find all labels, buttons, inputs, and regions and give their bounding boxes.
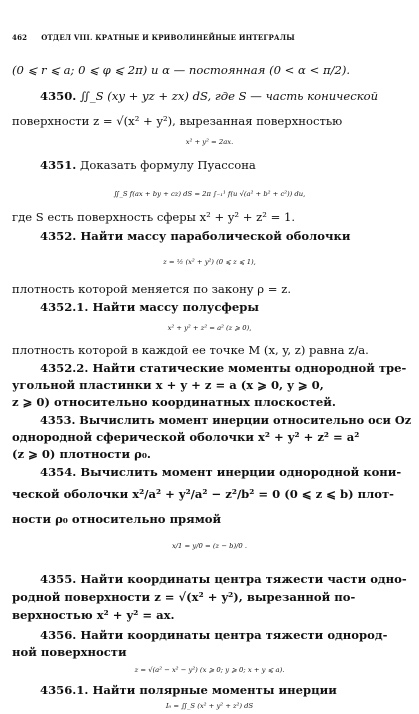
text-line: однородной сферической оболочки x² + y² + z² = a² bbox=[12, 430, 360, 444]
problem-text: Найти массу параболической оболочки bbox=[76, 229, 351, 243]
problem-4356-1 bbox=[0, 682, 337, 698]
problem-4355 bbox=[0, 571, 407, 587]
problem-number: 4354. bbox=[40, 465, 77, 479]
text-line: верхностью x² + y² = ax. bbox=[12, 608, 175, 622]
problem-text: Найти координаты центра тяжести части одно- bbox=[76, 572, 407, 586]
text-line: родной поверхности z = √(x² + y²), вырезанной по- bbox=[12, 590, 356, 604]
formula: x/1 = y/0 = (z − b)/0 . bbox=[171, 542, 248, 550]
running-title: ОТДЕЛ VIII. КРАТНЫЕ И КРИВОЛИНЕЙНЫЕ ИНТЕГРАЛЫ bbox=[41, 33, 295, 42]
formula: z = ½ (x² + y²) (0 ⩽ z ⩽ 1), bbox=[163, 258, 256, 266]
formula: I₀ = ∬_S (x² + y² + z²) dS bbox=[165, 702, 254, 710]
problem-text: Вычислить момент инерции относительно оси Oz bbox=[75, 413, 412, 427]
problem-text: Найти массу полусферы bbox=[88, 300, 259, 314]
problem-text: Найти статические моменты однородной тре- bbox=[88, 361, 407, 375]
problem-text: Найти координаты центра тяжести однород- bbox=[76, 628, 388, 642]
problem-text: Доказать формулу Пуассона bbox=[76, 158, 256, 172]
text-line: (z ⩾ 0) плотности ρ₀. bbox=[12, 447, 151, 461]
problem-number: 4356. bbox=[40, 628, 77, 642]
problem-number: 4355. bbox=[40, 572, 77, 586]
text-line: угольной пластинки x + y + z = a (x ⩾ 0, y ⩾ 0, bbox=[12, 378, 324, 392]
page-number: 462 bbox=[12, 33, 28, 42]
problem-text: Вычислить момент инерции однородной кони- bbox=[76, 465, 402, 479]
problem-text: Найти полярные моменты инерции bbox=[88, 683, 337, 697]
text-line: ности ρ₀ относительно прямой bbox=[12, 512, 222, 526]
problem-text: ∬_S (xy + yz + zx) dS, где S — часть конической bbox=[76, 89, 379, 103]
problem-4356 bbox=[0, 627, 387, 643]
problem-number: 4352. bbox=[40, 229, 77, 243]
formula: z = √(a² − x² − y²) (x ⩾ 0; y ⩾ 0; x + y ⩽ a). bbox=[134, 666, 285, 674]
problem-4354 bbox=[0, 464, 401, 480]
page-header bbox=[12, 30, 419, 46]
problem-4352-1 bbox=[0, 299, 259, 315]
problem-4353 bbox=[0, 412, 411, 428]
problem-number: 4352.1. bbox=[40, 300, 89, 314]
text-line: поверхности z = √(x² + y²), вырезанная поверхностью bbox=[12, 114, 343, 128]
formula: x² + y² + z² = a² (z ⩾ 0), bbox=[167, 324, 252, 332]
text-line: (0 ⩽ r ⩽ a; 0 ⩽ φ ⩽ 2π) и α — постоянная (0 < α < π/2). bbox=[12, 63, 351, 77]
problem-4352 bbox=[0, 228, 350, 244]
text-line: плотность которой меняется по закону ρ = z. bbox=[12, 282, 292, 296]
problem-4351 bbox=[0, 157, 256, 173]
problem-number: 4356.1. bbox=[40, 683, 89, 697]
text-line: где S есть поверхность сферы x² + y² + z² = 1. bbox=[12, 210, 296, 224]
text-line: плотность которой в каждой ее точке M (x, y, z) равна z/a. bbox=[12, 343, 369, 357]
problem-number: 4352.2. bbox=[40, 361, 89, 375]
text-line: ческой оболочки x²/a² + y²/a² − z²/b² = 0 (0 ⩽ z ⩽ b) плот- bbox=[12, 487, 394, 501]
problem-4352-2 bbox=[0, 360, 406, 376]
text-line: ной поверхности bbox=[12, 645, 127, 659]
problem-number: 4353. bbox=[40, 413, 76, 427]
problem-number: 4350. bbox=[40, 89, 77, 103]
problem-4350 bbox=[0, 88, 378, 104]
text-line: z ⩾ 0) относительно координатных плоскостей. bbox=[12, 395, 336, 409]
formula: x² + y² = 2ax. bbox=[185, 138, 234, 146]
formula: ∬_S f(ax + by + cz) dS = 2π ∫₋₁¹ f(u √(a² + b² + c²)) du, bbox=[113, 190, 306, 198]
problem-number: 4351. bbox=[40, 158, 77, 172]
